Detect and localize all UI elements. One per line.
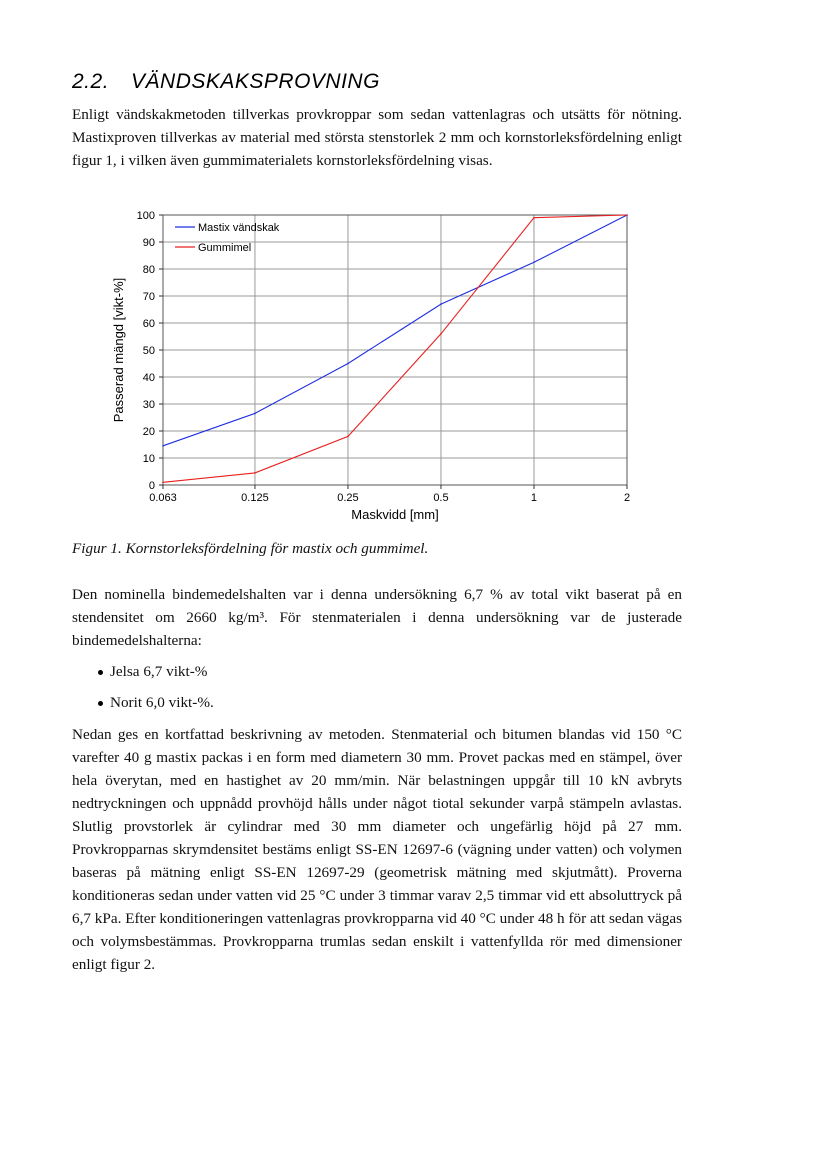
y-tick-label: 0	[148, 480, 155, 492]
binder-content-list	[72, 658, 214, 717]
x-axis-label: Maskvidd [mm]	[351, 507, 439, 522]
data-point	[440, 303, 442, 305]
intro-paragraph: Enligt vändskakmetoden tillverkas provkroppar som sedan vattenlagras och utsätts för nötning. Mastixproven tillverkas av material med största stenstorlek 2 mm och kornstorleksfördelning enligt figur 1, i vilken även gummimaterialets kornstorleksfördelning visas.	[72, 106, 682, 169]
list-item-text: Norit 6,0 vikt-%.	[110, 694, 214, 711]
grain-size-chart	[105, 203, 635, 523]
y-tick-label: 80	[142, 264, 155, 276]
data-point	[440, 333, 442, 335]
section-heading	[72, 70, 380, 94]
data-point	[162, 445, 164, 447]
y-tick-label: 40	[142, 372, 155, 384]
y-tick-label: 70	[142, 291, 155, 303]
y-tick-label: 60	[142, 318, 155, 330]
x-tick-label: 1	[530, 492, 538, 504]
y-tick-label: 20	[142, 426, 155, 438]
y-tick-label: 90	[142, 237, 155, 249]
data-point	[254, 472, 256, 474]
legend-label: Mastix vändskak	[198, 222, 280, 234]
list-item	[72, 658, 214, 686]
data-point	[347, 436, 349, 438]
section-title: VÄNDSKAKSPROVNING	[131, 70, 380, 93]
y-tick-label: 100	[136, 210, 155, 222]
x-tick-label: 0.5	[433, 492, 449, 504]
data-point	[533, 217, 535, 219]
data-point	[162, 482, 164, 484]
data-point	[626, 214, 628, 216]
section-number: 2.2.	[72, 70, 110, 93]
binder-paragraph: Den nominella bindemedelshalten var i denna undersökning 6,7 % av total vikt baserat på en stendensitet om 2660 kg/m³. För stenmaterialen i denna undersökning var de justerade bindemedelshalterna:	[72, 586, 682, 649]
figure-caption: Figur 1. Kornstorleksfördelning för mastix och gummimel.	[72, 540, 429, 557]
y-tick-label: 50	[142, 345, 155, 357]
x-tick-label: 0.25	[337, 492, 359, 504]
y-axis-label: Passerad mängd [vikt-%]	[111, 277, 126, 423]
y-tick-label: 30	[142, 399, 155, 411]
x-tick-label: 2	[623, 492, 631, 504]
data-point	[254, 413, 256, 415]
legend-label: Gummimel	[198, 242, 252, 254]
method-paragraph: Nedan ges en kortfattad beskrivning av metoden. Stenmaterial och bitumen blandas vid 150 °C varefter 40 g mastix packas i en form med diametern 30 mm. Provet packas med en stämpel, över hela överytan, med en hastighet av 20 mm/min. När belastningen uppgår till 10 kN avbryts nedtryckningen och uppnådd provhöjd hålls under något tiotal sekunder varpå stämpeln avlastas. Slutlig provstorlek är cylindrar med 30 mm diameter och ungefärlig höjd på 27 mm. Provkropparnas skrymdensitet bestäms enligt SS-EN 12697-6 (vägning under vatten) och volymen baseras på mätning enligt SS-EN 12697-29 (geometrisk mätning med skjutmått). Proverna konditioneras sedan under vatten vid 25 °C under 3 timmar varav 2,5 timmar vid ett absoluttryck på 6,7 kPa. Efter konditioneringen vattenlagras provkropparna vid 40 °C under 48 h för att sedan vägas och volymsbestämmas. Provkropparna trumlas sedan enskilt i vattenfyllda rör med dimensioner enligt figur 2.	[72, 726, 682, 973]
data-point	[533, 261, 535, 263]
bullet-icon	[98, 701, 103, 706]
data-point	[347, 363, 349, 365]
series-line-gummimel	[163, 215, 627, 482]
list-item-text: Jelsa 6,7 vikt-%	[110, 663, 208, 680]
x-tick-label: 0.125	[241, 492, 269, 504]
bullet-icon	[98, 670, 103, 675]
list-item	[72, 689, 214, 717]
y-tick-label: 10	[142, 453, 155, 465]
x-tick-label: 0.063	[149, 492, 177, 504]
